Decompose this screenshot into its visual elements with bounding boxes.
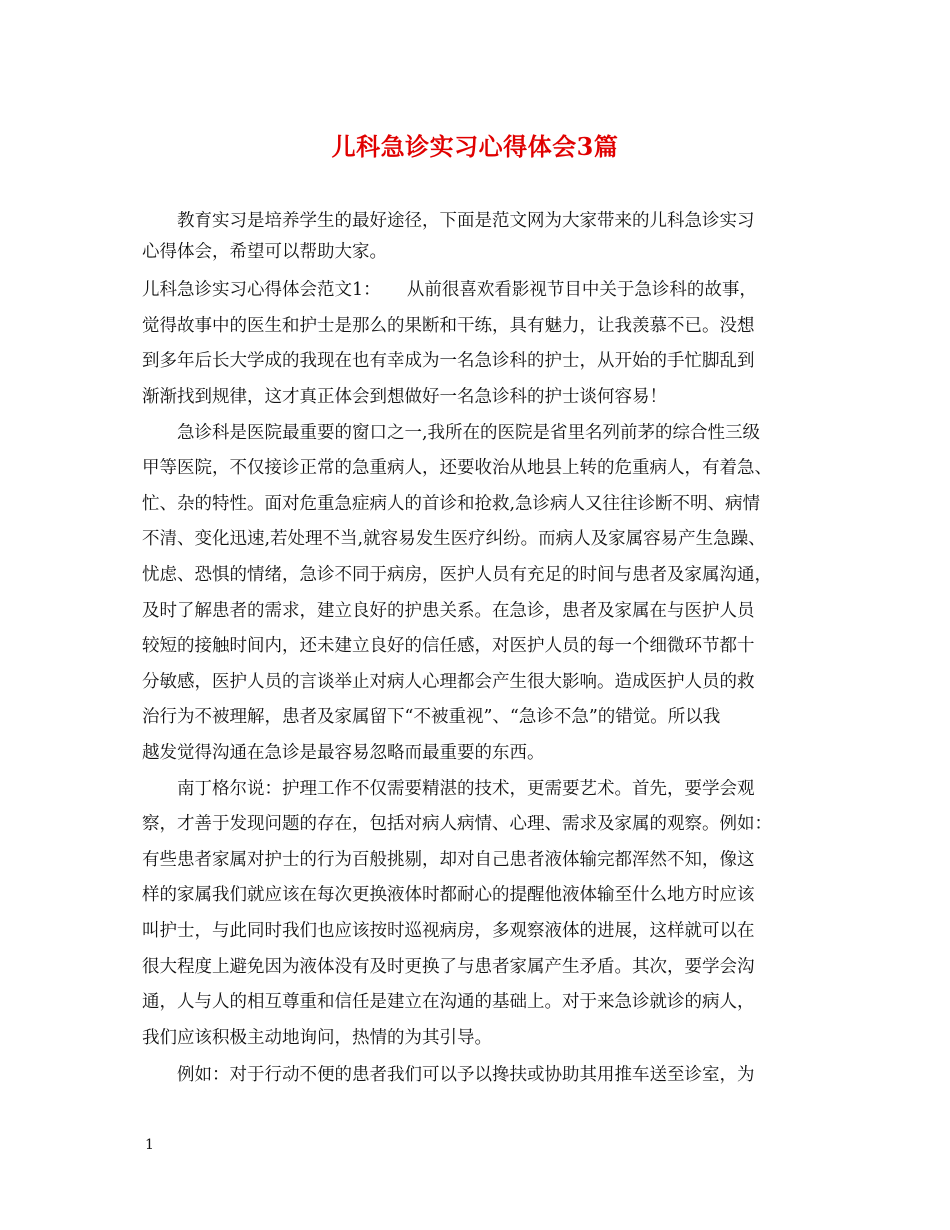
paragraph-line: 心得体会，希望可以帮助大家。 bbox=[142, 242, 387, 262]
paragraph-line: 甲等医院，不仅接诊正常的急重病人，还要收治从地县上转的危重病人，有着急、 bbox=[142, 458, 772, 478]
paragraph-line: 察，才善于发现问题的存在，包括对病人病情、心理、需求及家属的观察。例如： bbox=[142, 814, 772, 834]
page-number: 1 bbox=[145, 1137, 154, 1153]
paragraph-line: 越发觉得沟通在急诊是最容易忽略而最重要的东西。 bbox=[142, 743, 545, 763]
paragraph-line: 急诊科是医院最重要的窗口之一,我所在的医院是省里名列前茅的综合性三级 bbox=[177, 423, 761, 443]
paragraph-line: 觉得故事中的医生和护士是那么的果断和干练，具有魅力，让我羡慕不已。没想 bbox=[142, 316, 755, 336]
paragraph-line: 有些患者家属对护士的行为百般挑剔，却对自己患者液体输完都浑然不知，像这 bbox=[142, 850, 755, 870]
paragraph-line: 通，人与人的相互尊重和信任是建立在沟通的基础上。对于来急诊就诊的病人， bbox=[142, 992, 755, 1012]
paragraph-line: 很大程度上避免因为液体没有及时更换了与患者家属产生矛盾。其次，要学会沟 bbox=[142, 957, 755, 977]
paragraph-line: 例如：对于行动不便的患者我们可以予以搀扶或协助其用推车送至诊室，为 bbox=[177, 1065, 755, 1085]
paragraph-line: 叫护士，与此同时我们也应该按时巡视病房，多观察液体的进展，这样就可以在 bbox=[142, 921, 755, 941]
paragraph-line: 治行为不被理解，患者及家属留下“不被重视”、“急诊不急”的错觉。所以我 bbox=[142, 707, 721, 727]
paragraph-line: 渐渐找到规律，这才真正体会到想做好一名急诊科的护士谈何容易！ bbox=[142, 387, 667, 407]
paragraph-line: 不清、变化迅速,若处理不当,就容易发生医疗纠纷。而病人及家属容易产生急躁、 bbox=[142, 529, 766, 549]
paragraph-line: 样的家属我们就应该在每次更换液体时都耐心的提醒他液体输至什么地方时应该 bbox=[142, 885, 755, 905]
paragraph-line: 忧虑、恐惧的情绪，急诊不同于病房，医护人员有充足的时间与患者及家属沟通， bbox=[142, 565, 772, 585]
paragraph-line: 到多年后长大学成的我现在也有幸成为一名急诊科的护士，从开始的手忙脚乱到 bbox=[142, 351, 755, 371]
paragraph-line: 较短的接触时间内，还未建立良好的信任感，对医护人员的每一个细微环节都十 bbox=[142, 636, 755, 656]
paragraph-line: 儿科急诊实习心得体会范文1： 从前很喜欢看影视节目中关于急诊科的故事， bbox=[142, 280, 757, 300]
paragraph-line: 我们应该积极主动地询问，热情的为其引导。 bbox=[142, 1028, 492, 1048]
document-title: 儿科急诊实习心得体会3篇 bbox=[331, 132, 619, 161]
paragraph-line: 分敏感，医护人员的言谈举止对病人心理都会产生很大影响。造成医护人员的救 bbox=[142, 672, 755, 692]
paragraph-line: 教育实习是培养学生的最好途径，下面是范文网为大家带来的儿科急诊实习 bbox=[177, 211, 755, 231]
paragraph-line: 南丁格尔说：护理工作不仅需要精湛的技术，更需要艺术。首先，要学会观 bbox=[177, 779, 755, 799]
paragraph-line: 忙、杂的特性。面对危重急症病人的首诊和抢救,急诊病人又往往诊断不明、病情 bbox=[142, 494, 761, 514]
paragraph-line: 及时了解患者的需求，建立良好的护患关系。在急诊，患者及家属在与医护人员 bbox=[142, 601, 755, 621]
